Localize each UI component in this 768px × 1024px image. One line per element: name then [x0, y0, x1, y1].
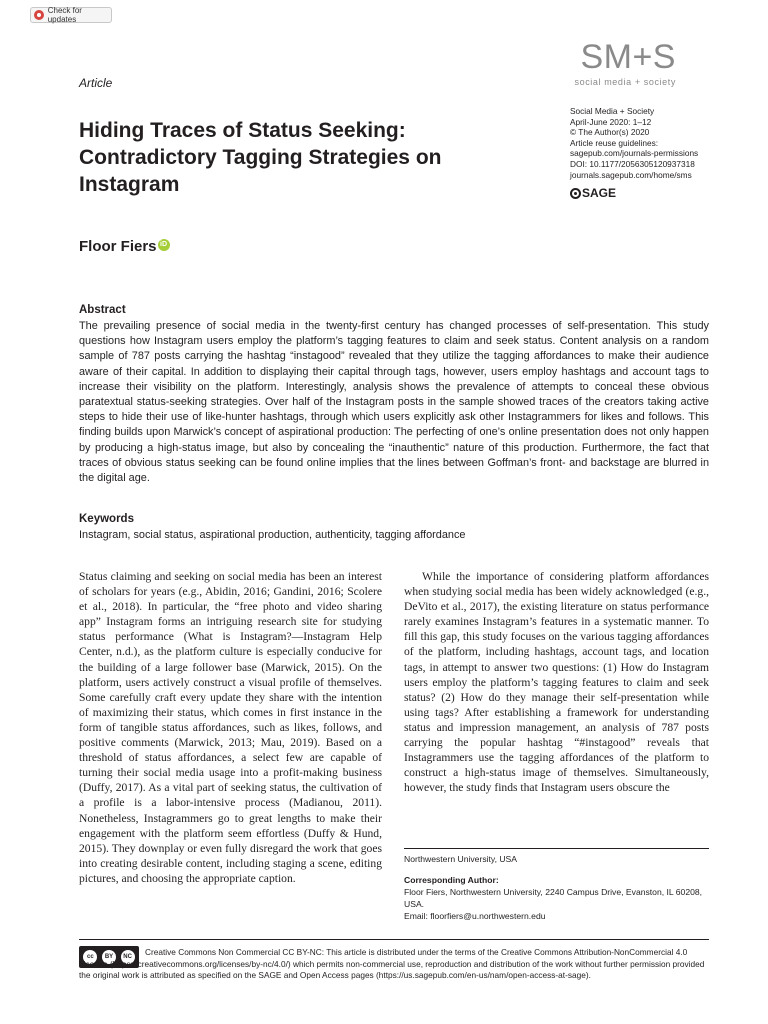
- author-name: Floor Fiers: [79, 238, 157, 255]
- license-divider: [79, 939, 709, 940]
- permissions-link[interactable]: sagepub.com/journals-permissions: [570, 148, 699, 159]
- footnote-divider: [404, 848, 709, 849]
- check-for-updates-label: Check for updates: [47, 6, 82, 24]
- abstract-heading: Abstract: [79, 304, 126, 316]
- orcid-icon[interactable]: iD: [158, 239, 170, 251]
- footnotes: [404, 853, 709, 922]
- license-text: [79, 947, 711, 982]
- corresponding-author-heading: Corresponding Author:: [404, 875, 499, 885]
- keywords-heading: Keywords: [79, 513, 134, 525]
- journal-logo: SM+S: [580, 38, 676, 76]
- corresponding-author-address: Floor Fiers, Northwestern University, 2240 Campus Drive, Evanston, IL 60208, USA.: [404, 887, 703, 909]
- update-icon: [34, 10, 44, 20]
- body-column-left: Status claiming and seeking on social media has been an interest of scholars for years (e.g., Abidin, 2016; Gandini, 2016; Scolere et al., 2018). In particular, the “free photo and video sharing app” Instagram forms an intriguing research site for studying status performance (What is Instagram?—Instagram Help Center, n.d.), as the platform culture is especially conducive for the building of a large follower base (Marwick, 2015). On the platform, users actively construct a visual profile of themselves. Some carefully craft every update they share with the intention of maximizing their status, which comes in first instance in the form of tangible status affordances, such as likes, follows, and positive comments (Marwick, 2013; Mau, 2019). Based on a threshold of status affordances, a select few are capable of turning their social media usage into a profit-making business (Duffy, 2017). As a vital part of seeking status, the cultivation of a profile is a labor-intensive process (Madianou, 2011). Nonetheless, Instagrammers go to great lengths to make their engagement with the platform seem effortless (Duffy & Hund, 2015). They downplay or even fully disregard the work that goes into creating desirable content, including staging a scene, editing pictures, and choosing the appropriate caption.: [79, 570, 382, 885]
- issue-info: April-June 2020: 1–12: [570, 116, 652, 127]
- sage-logo-text: SAGE: [582, 186, 617, 200]
- license-statement: Creative Commons Non Commercial CC BY-NC: This article is distributed under the terms of the Creative Commons Attribution-NonCommercial 4.0 License (https://creativecommons.org/licenses/by-nc/4.0/) which permits non-commercial use, reproduction and distribution of the work without further permission provided the original work is attributed as specified on the SAGE and Open Access pages (https://us.sagepub.com/en-us/nam/open-access-at-sage).: [79, 947, 705, 981]
- affiliation: Northwestern University, USA: [404, 854, 518, 864]
- doi[interactable]: DOI: 10.1177/2056305120937318: [570, 158, 695, 169]
- article-title: Hiding Traces of Status Seeking: Contradictory Tagging Strategies on Instagram: [79, 119, 442, 196]
- sage-ring-icon: [570, 188, 581, 199]
- body-column-right: While the importance of considering platform affordances when studying social media has been widely acknowledged (e.g., DeVito et al., 2017), the existing literature on status performance rarely examines Instagram’s features in a systematic manner. To fill this gap, this study focuses on the various tagging affordances of the platform, including hashtags, account tags, and location tags, in attempt to answer two questions: (1) How do Instagram users employ the platform’s tagging features to claim and seek status? (2) How do they manage their self-presentation while using tags? After establishing a framework for understanding status and impression management, an analysis of 787 posts carrying the popular hashtag “#instagood” reveals that Instagrammers use the tagging affordances of the platform to construct a high-status image of themselves. Simultaneously, however, the study finds that Instagram users obscure the: [404, 570, 709, 795]
- cc-icon: cc: [83, 950, 97, 964]
- reuse-guidelines-label: Article reuse guidelines:: [570, 137, 659, 148]
- journal-name: Social Media + Society: [570, 106, 655, 116]
- sage-logo: [570, 186, 616, 200]
- abstract-text: The prevailing presence of social media in the twenty-first century has changed processes of self-presentation. This study questions how Instagram users employ the platform’s tagging features to claim and seek status. Content analysis on a random sample of 787 posts carrying the hashtag “instagood” revealed that they utilize the tagging affordances to make their audience aware of their capital. In addition to displaying their capital through tags, however, users employ hashtags and account tags to increase their visibility on the platform. Interestingly, analysis shows the prevalence of attempts to conceal these obvious paratextual status-seeking strategies. Over half of the Instagram posts in the sample showed traces of the creators taking active steps to hide their use of like-hunter hashtags, through which users explicitly ask other Instagrammers for likes and follows. This finding builds upon Marwick’s concept of aspirational production: The perfecting of one’s online presentation does not only happen by producing a high-status image, but also by concealing the “inauthentic” nature of this production. Furthermore, the fact that traces of obvious status seeking can be found online implies that the lines between Goffman’s front- and backstage are blurred in the digital age.: [79, 320, 709, 485]
- journal-home-link[interactable]: journals.sagepub.com/home/sms: [570, 169, 692, 180]
- keywords-text: Instagram, social status, aspirational production, authenticity, tagging affordance: [79, 529, 466, 541]
- journal-logo-subtitle: social media + society: [574, 77, 676, 87]
- article-type-label: Article: [79, 76, 113, 90]
- by-icon: BY: [102, 950, 116, 964]
- journal-metadata: [570, 106, 698, 180]
- author-email[interactable]: Email: floorfiers@u.northwestern.edu: [404, 911, 546, 921]
- author-line: [79, 238, 170, 255]
- copyright: © The Author(s) 2020: [570, 127, 650, 138]
- check-for-updates-badge[interactable]: [30, 7, 112, 23]
- nc-icon: NC: [121, 950, 135, 964]
